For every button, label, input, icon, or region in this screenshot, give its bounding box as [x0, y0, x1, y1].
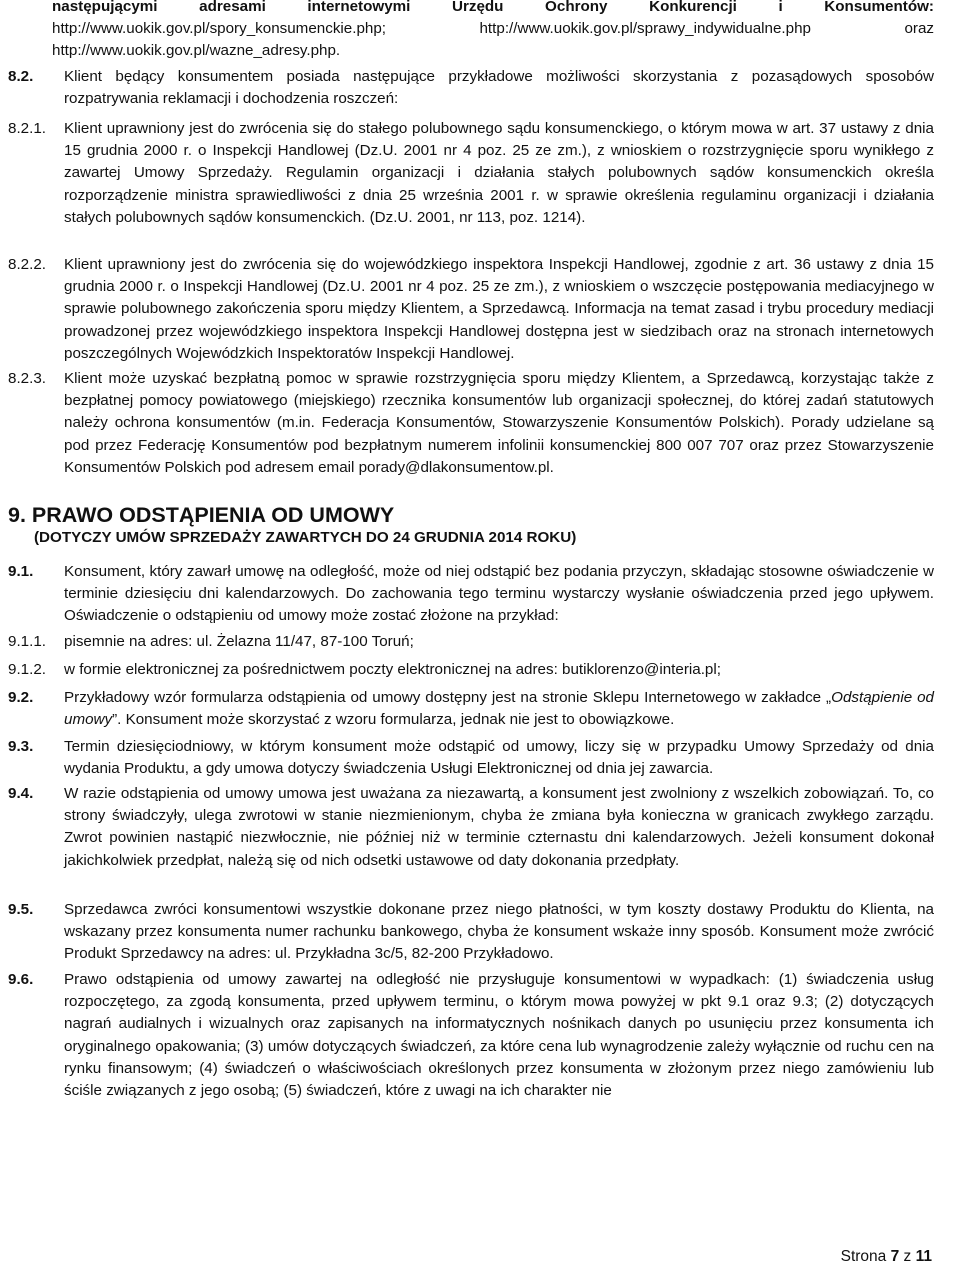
- clause-9-4-text: W razie odstąpienia od umowy umowa jest uważana za niezawartą, a konsument jest zwolniony z wszelkich zobowiązań. To, co strony świadczyły, ulega zwrotowi w stanie niezmienionym, chyba że zmiana była konieczna w granicach zwykłego zarządu. Zwrot powinien nastąpić niezwłocznie, nie później niż w terminie czternastu dni kalendarzowych. Jeżeli konsument dokonał jakichkolwiek przedpłat, należą się od nich odsetki ustawowe od daty dokonania przedpłaty.: [64, 785, 934, 869]
- intro-line-2: [52, 18, 934, 40]
- clause-9-1-1-text: pisemnie na adres: ul. Żelazna 11/47, 87-100 Toruń;: [64, 633, 414, 650]
- clause-number-8-2-2: 8.2.2.: [8, 256, 46, 273]
- clause-number-8-2-1: 8.2.1.: [8, 120, 46, 137]
- clause-9-2-part-a: Przykładowy wzór formularza odstąpienia od umowy dostępny jest na stronie Sklepu Internetowego w zakładce „: [64, 689, 832, 706]
- clause-number-8-2: 8.2.: [8, 68, 34, 85]
- clause-8-2-text: Klient będący konsumentem posiada następujące przykładowe możliwości skorzystania z pozasądowych sposobów rozpatrywania reklamacji i dochodzenia roszczeń:: [64, 68, 934, 108]
- clause-number-9-1-2: 9.1.2.: [8, 661, 46, 678]
- clause-8-2-1-text: Klient uprawniony jest do zwrócenia się do stałego polubownego sądu konsumenckiego, o którym mowa w art. 37 ustawy z dnia 15 grudnia 2000 r. o Inspekcji Handlowej (Dz.U. 2001 nr 4 poz. 25 ze zm.), z wnioskiem o rozstrzygnięcie sporu wynikłego z zawartej Umowy Sprzedaży. Regulamin organizacji i działania stałych polubownych sądów konsumenckich określa rozporządzenie ministra sprawiedliwości z dnia 25 września 2001 r. w sprawie określenia regulaminu organizacji i działania stałych polubownych sądów konsumenckich. (Dz.U. 2001, nr 113, poz. 1214).: [64, 120, 934, 226]
- clause-8-2-2-text: Klient uprawniony jest do zwrócenia się do wojewódzkiego inspektora Inspekcji Handlowej, zgodnie z art. 36 ustawy z dnia 15 grudnia 2000 r. o Inspekcji Handlowej (Dz.U. 2001 nr 4 poz. 25 ze zm.), z wnioskiem o wszczęcie postępowania mediacyjnego w sprawie polubownego zakończenia sporu między Klientem, a Sprzedawcą. Informacja na temat zasad i trybu procedury mediacji prowadzonej przez wojewódzkiego inspektora Inspekcji Handlowej dostępna jest w siedzibach oraz na stronach internetowych poszczególnych Wojewódzkich Inspektoratów Inspekcji Handlowej.: [64, 256, 934, 362]
- clause-number-9-5: 9.5.: [8, 901, 34, 918]
- footer-page-number: 7: [890, 1248, 900, 1265]
- clause-number-9-1: 9.1.: [8, 563, 34, 580]
- footer-of: z: [903, 1248, 912, 1265]
- intro-text-1: następującymi adresami internetowymi Urzędu Ochrony Konkurencji i Konsumentów:: [52, 0, 934, 15]
- clause-9-5-text: Sprzedawca zwróci konsumentowi wszystkie dokonane przez niego płatności, w tym koszty dostawy Produktu do Klienta, na wskazany przez konsumenta numer rachunku bankowego, chyba że konsument wskaże inny sposób. Konsument może zwrócić Produkt Sprzedawcy na adres: ul. Przykładna 3c/5, 82-200 Przykładowo.: [64, 901, 934, 963]
- clause-8-2-3-text: Klient może uzyskać bezpłatną pomoc w sprawie rozstrzygnięcia sporu między Klientem, a Sprzedawcą, korzystając także z bezpłatnej pomocy powiatowego (miejskiego) rzecznika konsumentów lub organizacji społecznej, do której zadań statutowych należy ochrona konsumentów (m.in. Federacja Konsumentów, Stowarzyszenie Konsumentów Polskich). Porady udzielane są pod przez Federację Konsumentów pod bezpłatnym numerem infolinii konsumenckiej 800 007 707 oraz przez Stowarzyszenie Konsumentów Polskich pod adresem email porady@dlakonsumentow.pl.: [64, 370, 934, 476]
- clause-9-3-text: Termin dziesięciodniowy, w którym konsument może odstąpić od umowy, liczy się w przypadku Umowy Sprzedaży od dnia wydania Produktu, a gdy umowa dotyczy świadczenia Usługi Elektronicznej od dnia jej zawarcia.: [64, 738, 934, 778]
- intro-line-3: [52, 40, 934, 62]
- clause-number-9-2: 9.2.: [8, 689, 34, 706]
- link-wazne-adresy[interactable]: http://www.uokik.gov.pl/wazne_adresy.php.: [52, 42, 341, 59]
- clause-9-2-italic: Odstąpienie od umowy: [64, 689, 934, 729]
- footer-total-pages: 11: [915, 1248, 932, 1265]
- clause-9-1-text: Konsument, który zawarł umowę na odległość, może od niej odstąpić bez podania przyczyn, składając stosowne oświadczenie w terminie dziesięciu dni kalendarzowych. Do zachowania tego terminu wystarczy wysłanie oświadczenia przed jego upływem. Oświadczenie o odstąpieniu od umowy może zostać złożone na przykład:: [64, 563, 934, 625]
- clause-9-1-2-content: w formie elektronicznej za pośrednictwem poczty elektronicznej na adres: butiklorenzo@interia.pl;: [64, 661, 721, 678]
- link-sprawy-indywidualne[interactable]: http://www.uokik.gov.pl/sprawy_indywidualne.php: [479, 20, 811, 37]
- page-footer: [841, 1246, 932, 1268]
- clause-9-2-part-b: ”. Konsument może skorzystać z wzoru formularza, jednak nie jest to obowiązkowe.: [112, 711, 675, 729]
- clause-9-6-text: Prawo odstąpienia od umowy zawartej na odległość nie przysługuje konsumentowi w wypadkach: (1) świadczenia usług rozpoczętego, za zgodą konsumenta, przed upływem terminu, o którym mowa powyżej w pkt 9.1 oraz 9.3; (2) dotyczących nagrań audialnych i wizualnych oraz zapisanych na informatycznych nośnikach danych po usunięciu przez konsumenta ich oryginalnego opakowania; (3) umów dotyczących świadczeń, za które cena lub wynagrodzenie zależy wyłącznie od ruchu cen na rynku finansowym; (4) świadczeń o właściwościach określonych przez konsumenta w złożonym przez niego zamówieniu lub ściśle związanych z jego osobą; (5) świadczeń, które z uwagi na ich charakter nie: [64, 971, 934, 1100]
- footer-label: Strona: [840, 1248, 887, 1265]
- clause-number-8-2-3: 8.2.3.: [8, 370, 46, 387]
- intro-line-1: [52, 0, 934, 18]
- clause-number-9-4: 9.4.: [8, 785, 34, 802]
- clause-number-9-6: 9.6.: [8, 971, 34, 988]
- section-9-subtitle: (DOTYCZY UMÓW SPRZEDAŻY ZAWARTYCH DO 24 GRUDNIA 2014 ROKU): [34, 529, 577, 546]
- link-spory-konsumenckie[interactable]: http://www.uokik.gov.pl/spory_konsumenckie.php;: [52, 20, 387, 37]
- clause-9-2-text: [64, 687, 934, 731]
- section-9-title: 9. PRAWO ODSTĄPIENIA OD UMOWY: [8, 503, 395, 527]
- clause-9-1-2-text: [64, 659, 934, 681]
- intro-oraz: oraz: [904, 20, 934, 37]
- clause-number-9-3: 9.3.: [8, 738, 34, 755]
- clause-number-9-1-1: 9.1.1.: [8, 633, 46, 650]
